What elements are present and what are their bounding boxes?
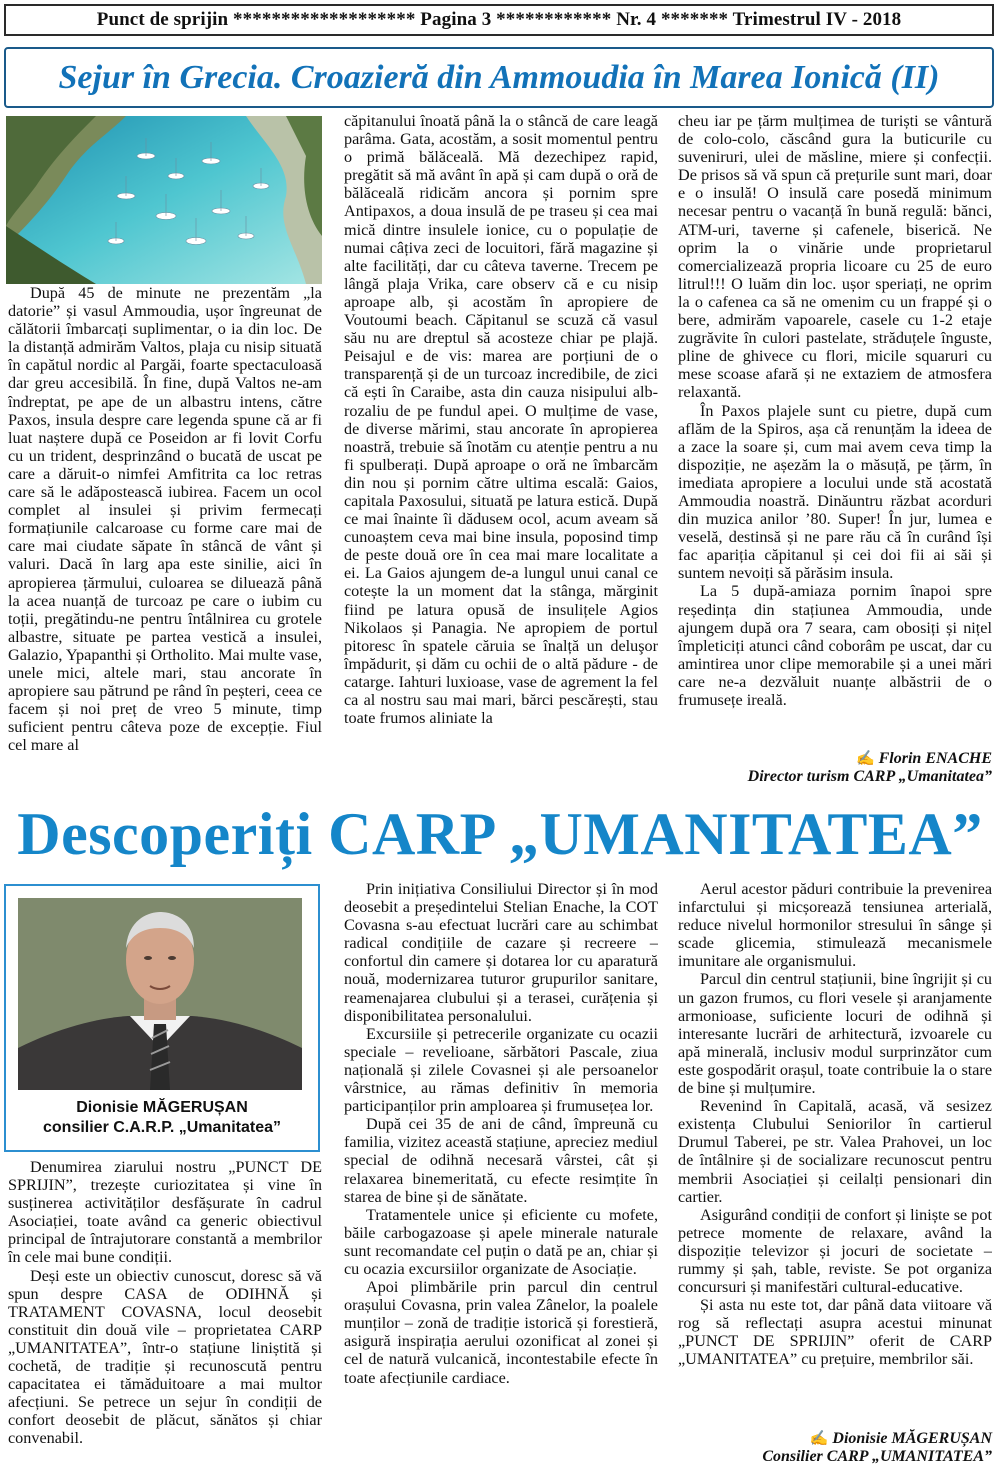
article2-column-1 [8,1158,322,1466]
article2-col2-paragraph-3: După cei 35 de ani de când, împreună cu familia, vizitez această stațiune, apreciez mediul special de odihnă necesară vârstei, cât și relaxarea binemeritată, cu efecte resimțite în starea de bine și de sănătate. [344,1115,658,1206]
article2-signature-role: Consilier CARP „UMANITATEA” [762,1448,992,1465]
portrait-caption-name: Dionisie MĂGERUȘAN [76,1099,248,1116]
author-portrait [18,898,302,1090]
article2-col3-paragraph-2: Parcul din centrul stațiunii, bine îngrijit și cu un gazon frumos, cu flori vesele și aranjamente armonioase, suficiente locuri de odihnă și interesante lucrări de arhitectură, izvoarele cu apă minerală, inclusiv modul surprinzător cum este gospodărit orașul, toate contribuie la o stare de bine și mulțumire. [678,970,992,1098]
article2-col1-paragraph-2: Deși este un obiectiv cunoscut, doresc să vă spun despre CASA de ODIHNĂ și TRATAMENT COVASNA, locul deosebit constituit din două vile – proprietatea CARP „UMANITATEA”, într-o stațiune liniștită și cochetă, de tradiție și recunoscută pentru capacitatea ei tămăduitoare a mai multor afecțiuni. Se petrece un sejur în condiții de confort deosebit de plăcut, sănătos și chiar convenabil. [8,1266,322,1448]
article1-signature [678,750,992,786]
article2-col3-paragraph-1: Aerul acestor păduri contribuie la prevenirea infarctului și micșorează tensiunea arterială, reduce nivelul hormonilor stresului în sânge și scade glicemia, stimulează mecanismele imunitare ale organismului. [678,880,992,971]
article1-signature-name: Florin ENACHE [878,750,992,767]
article1-col3-paragraph-1: cheu iar pe țărm mulțimea de turiști se vântură de colo-colo, căscând gura la buticurile cu suveniruri, ulei de măsline, miere și confecții. De prisos să vă spun că prețurile sunt mari, doar e o insulă! O insulă care posedă minimum necesar pentru o vacanță în bună regulă: bănci, ATM-uri, taverne și cafenele, biserică. Ne oprim la o vinărie unde proprietarul comercializează propria licoare cu 25 de euro litrul!!! O luăm din loc. ușor speriați, ne oprim la o cafenea ca să ne omenim cu un frappé și o bere, admirăm vapoarele, casele cu 1-2 etaje zugrăvite în culori pastelate, străduțele înguste, pline de ghivece cu flori, micile squaruri cu mese scoase afară și ne extaziem de atmosfera relaxantă. [678,112,992,402]
page-header [4,4,994,36]
article2-col3-paragraph-5: Și asta nu este tot, dar până data viitoare vă rog să reflectați asupra acestui minunat „PUNCT DE SPRIJIN” oferit de CARP „UMANITATEA” cu prețuire, membrilor săi. [678,1296,992,1369]
pen-icon: ✍ [855,751,875,767]
article1-column-2 [344,112,658,788]
pen-icon: ✍ [809,1431,829,1447]
article1-signature-role: Director turism CARP „Umanitatea” [747,768,992,785]
portrait-caption [6,1098,318,1138]
article2-col3-paragraph-4: Asigurând condiții de confort și liniște se pot petrece momente de relaxare, având la dispoziție televizor și jocuri de societate – rummy și șah, table, reviste. Se pot organiza concursuri și manifestări cultural-educative. [678,1205,992,1297]
author-portrait-illustration [18,898,302,1090]
article2-signature [678,1430,992,1466]
article1-col3-paragraph-2: În Paxos plajele sunt cu pietre, după cum aflăm de la Spiros, așa că renunțăm la ideea de a zace la soare și, cum mai avem ceva timp la dispoziție, ne așezăm la o măsuță, pe țărm, în imediata apropiere a locului unde stă acostată Ammoudia noastră. Dinăuntru răzbat acorduri din muzica anilor ’80. Super! În jur, lumea e veselă, destinsă și ne pare rău că în curând își fac apariția căpitanul și cei doi fii ai săi și suntem nevoiți să părăsim insula. [678,401,992,583]
article2-col2-paragraph-2: Excursiile și petrecerile organizate cu ocazii speciale – revelioane, sărbători Pascale, ziua națională și zilele Covasnei și ale persoanelor vârstnice, au rămas definitiv în memoria participanților prin amploarea și frumusețea lor. [344,1024,658,1116]
article2-col2-paragraph-1: Prin inițiativa Consiliului Director și în mod deosebit a președintelui Stelian Enache, la COT Covasna s-au efectuat lucrări care au schimbat radical condițiile de cazare și recreere – confortul din camere și dotarea lor cu aparatură nouă, modernizarea tuturor grupurilor sanitare, reamenajarea clubului și a terasei, curățenia și disponibilitatea personalului. [344,880,658,1025]
greek-bay-illustration [6,116,322,284]
article2-col1-paragraph-1: Denumirea ziarului nostru „PUNCT DE SPRIJIN”, trezește curiozitatea și vine în susținerea activităților desfășurate în cadrul Asociației, toate având ca generic obiectivul principal de întrajutorare constantă a membrilor în cele mai bune condiții. [8,1158,322,1267]
article2-col3-paragraph-3: Revenind în Capitală, acasă, vă sesizez existența Clubului Seniorilor în cartierul Drumul Taberei, pe str. Valea Prahovei, un loc de întâlnire și de socializare recunoscut pentru membrii Asociației și ceilalți pensionari din cartier. [678,1097,992,1206]
article1-col2-paragraph-1: căpitanului înoată până la o stâncă de care leagă parâma. Gata, acostăm, a sosit momentul pentru o primă bălăceală. Mă dezechipez rapid, pregătit să mă avânt în apă și cam după o oră de bălăceală ridicăm ancora și pornim spre Antipaxos, a doua insulă de pe traseu și cea mai mică dintre insulele ionice, cu o populație de numai câțiva zeci de locuitori, fără magazine și alte facilități, dar cu câteva taverne. Trecem pe lângă plaja Vrika, care observ că e cu nisip aproape alb, și acostăm în apropiere de Voutoumi beach. Căpitanul se scuză că vasul său nu are dreptul să acosteze chiar pe plajă. Peisajul e de vis: marea are porțiuni de o transparență și de un turcoaz incredibile, de zici că ești în Caraibe, asta din cauza nisipului alb-rozaliu de pe fundul apei. O mulțime de vase, de diverse mărimi, stau ancorate în apropierea noastră, trebuie să înotăm cu atenție pentru a nu fi spulberați. După aproape o oră ne îmbarcăm din nou și pornim către ultima escală: Gaios, capitala Paxosului, situată pe latura estică. După ce mai înainte îi dăduseм ocol, acum aveam să cunoaștem ceva mai bine insula, poposind timp de peste două ore în cea mai mare localitate a ei. La Gaios ajungem de-a lungul unui canal ce cotește la un moment dat la stânga, mărginit fiind pe latura opusă de insulițele Agios Nikolaos și Panagia. Ne apropiem de portul pitoresc în spatele căruia se înalță un deluşor împădurit, și dăm cu ochii de o altă pădure - de catarge. Iahturi luxioase, vase de agrement la fel ca al nostru sau mai mari, bărci pescărești, stau toate frumos aliniate la [344,112,658,728]
article2-signature-name: Dionisie MĂGERUȘAN [832,1430,992,1447]
header-text: Punct de sprijin ******************* Pagina 3 ************ Nr. 4 ******* Trimestrul IV - 2018 [96,9,902,30]
article1-column-1 [8,284,322,784]
article1-col1-paragraph-1: După 45 de minute ne prezentăm „la datorie” și vasul Ammoudia, ușor îngreunat de călătorii îmbarcați suplimentar, o ia din loc. De la distanță admirăm Valtos, plaja cu nisip situată în capătul nordic al Pargăi, foarte spectaculoasă dar greu accesibilă. În fine, după Valtos ne-am îndreptat, pe ape de un albastru intens, către Paxos, insula despre care legenda spune că ar fi luat naștere după ce Poseidon ar fi lovit Corfu cu un trident, desprinzând o bucată de uscat pe care a dăruit-o nimfei Amfitrita ca loc retras care să le adăpostească iubirea. Facem un ocol complet al insulei și privim fermecați formațiunile calcaroase cu forme care mai de care mai ciudate săpate în stâncă de vânt și valuri. Dacă în larg apa este sinilie, aici în apropierea țărmului, culoarea se diluează până la acea nuanță de turcoaz pe care o iubim cu toții, pregătindu-ne pentru întâlnirea cu grotele albastre, situate pe partea vestică a insulei, Galazio, Ypapanthi și Ortholito. Mai multe vase, unele mici, altele mari, stau ancorate în apropiere sau pătrund pe rând în peșteri, ceea ce facem și noi preț de vreo 5 minute, timp suficient pentru câteva poze de excepție. Fiul cel mare al [8,284,322,755]
greek-bay-photo [6,116,322,284]
article2-title: Descoperiți CARP „UMANITATEA” [17,800,983,867]
article2-column-2 [344,880,658,1466]
article2-col2-paragraph-5: Apoi plimbările prin parcul din centrul orașului Covasna, prin valea Zânelor, la poalele munților – zonă de tradiție istorică și forestieră, asigură inspirația aerului ozonificat al zonei și cel de natură vulcanică, incontestabile efecte în toate afecțiunile cardiace. [344,1278,658,1387]
article1-column-3 [678,112,992,752]
portrait-caption-role: consilier C.A.R.P. „Umanitatea” [43,1119,281,1136]
article2-col2-paragraph-4: Tratamentele unice și eficiente cu mofete, băile carbogazoase și apele minerale naturale sunt recomandate cel puțin o dată pe an, chiar și cu ocazia excursiilor organizate de Asociație. [344,1205,658,1278]
article1-col3-paragraph-3: La 5 după-amiaza pornim înapoi spre reședința din stațiunea Ammoudia, unde ajungem după ora 7 seara, cam obosiți și nițel împleticiți atunci când coborâm pe uscat, dar cu amintirea unor clipe memorabile și a unei mări care ne-a dezvăluit nuanțe albăstrii de o frumusețe ireală. [678,582,992,709]
article1-title: Sejur în Grecia. Croazieră din Ammoudia în Marea Ionică (II) [58,58,940,96]
article1-title-box [4,47,994,108]
article2-column-3 [678,880,992,1430]
